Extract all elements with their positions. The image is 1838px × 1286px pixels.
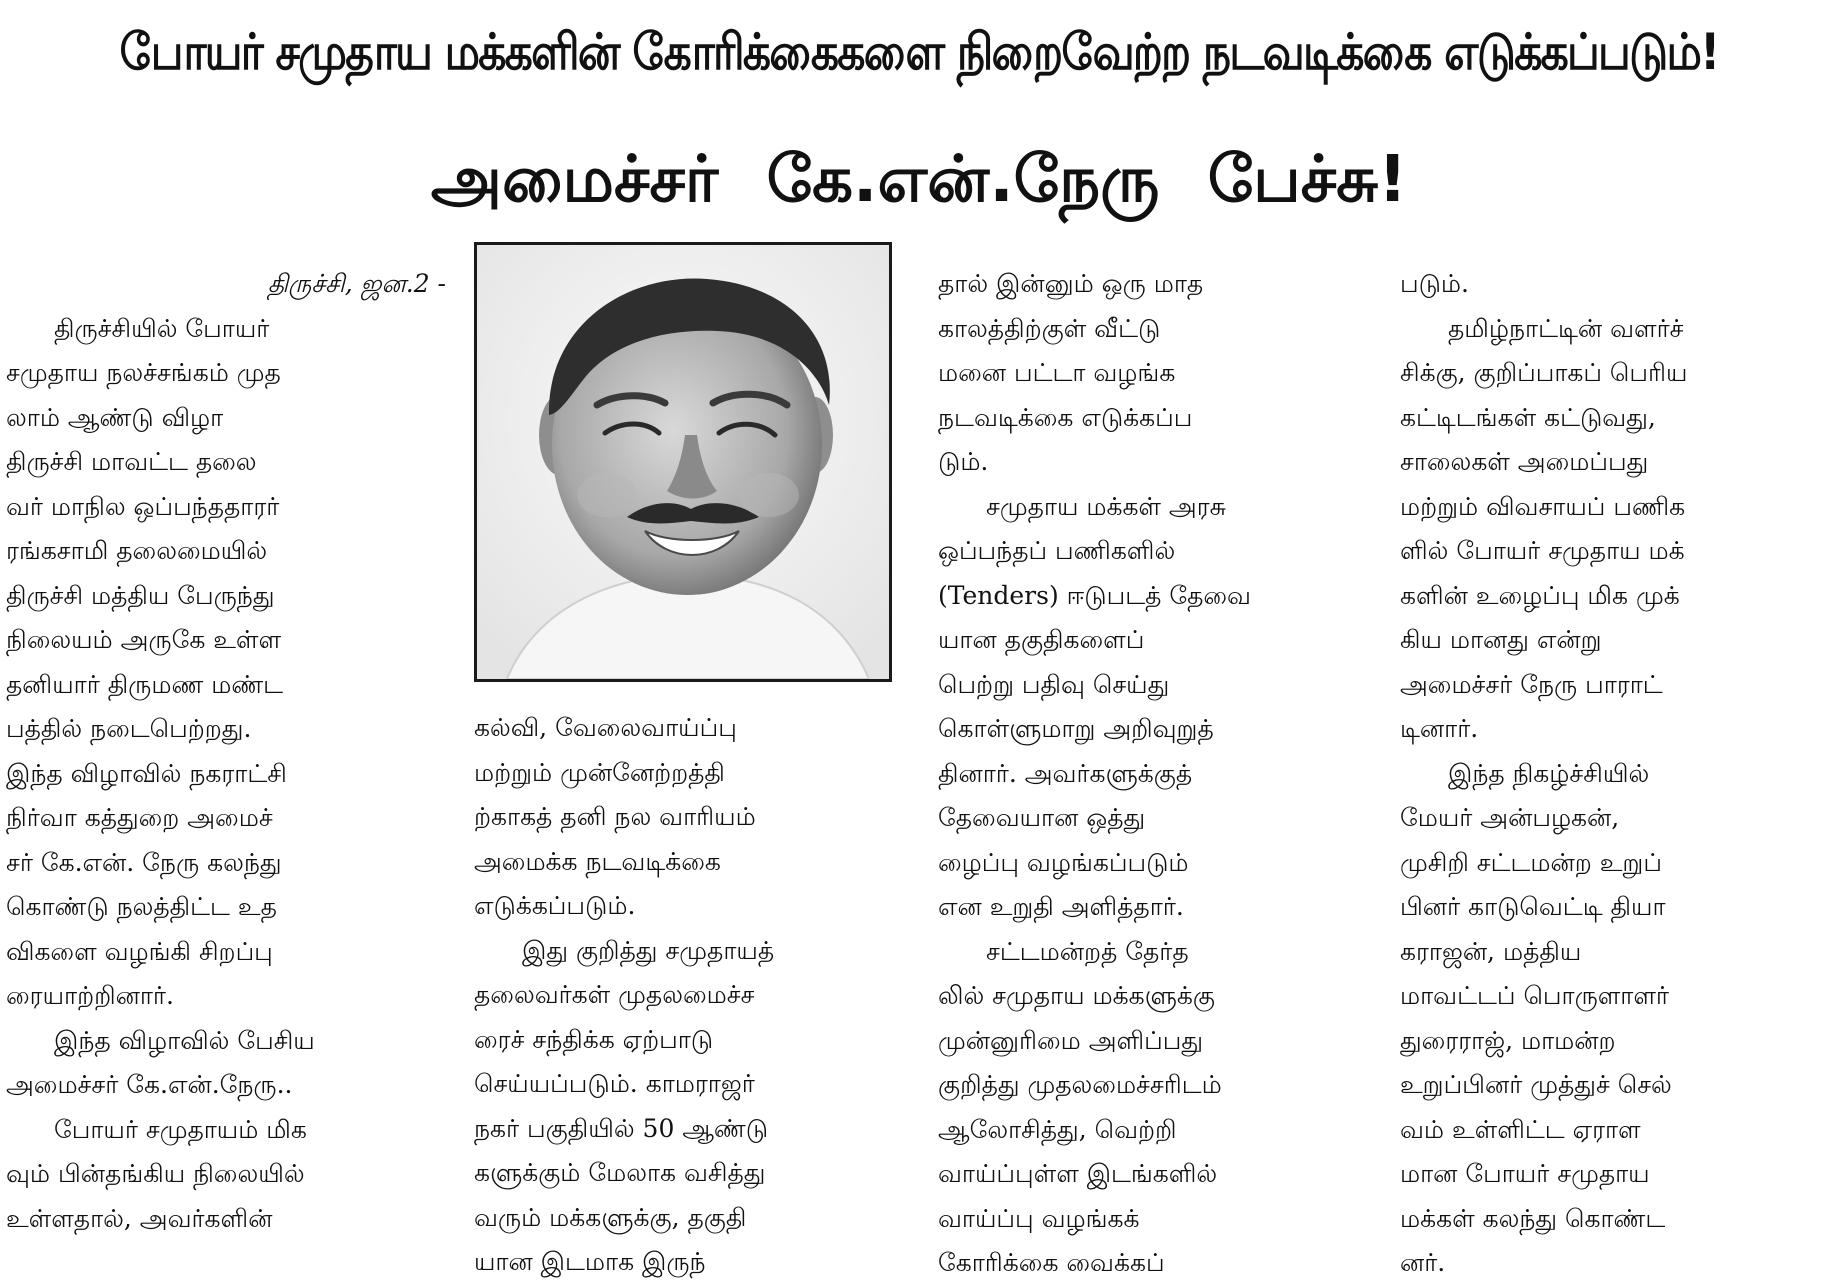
article-line: இந்த விழாவில் பேசிய	[54, 1025, 315, 1055]
article-line: அமைக்க நடவடிக்கை	[474, 846, 721, 876]
subheadline: அமைச்சர் கே.என்.நேரு பேச்சு!	[430, 143, 1408, 217]
article-line: கொண்டு நலத்திட்ட உத	[6, 892, 277, 921]
article-line: தேவையான ஒத்து	[938, 803, 1146, 832]
article-line: ரங்கசாமி தலைமையில்	[6, 536, 268, 565]
article-line: கொள்ளுமாறு அறிவுறுத்	[938, 714, 1214, 743]
article-line: லாம் ஆண்டு விழா	[6, 402, 224, 432]
article-line: யான தகுதிகளைப்	[938, 625, 1145, 654]
article-line: திருச்சி மாவட்ட தலை	[6, 447, 257, 476]
article-line: னர்.	[1400, 1248, 1446, 1277]
article-line: சர் கே.என். நேரு கலந்து	[6, 847, 282, 877]
article-line: லில் சமுதாய மக்களுக்கு	[938, 981, 1215, 1010]
article-line: ற்காகத் தனி நல வாரியம்	[474, 802, 756, 831]
article-line: படும்.	[1400, 269, 1469, 298]
article-line: திருச்சியில் போயர்	[54, 313, 270, 343]
article-line: சமுதாய மக்கள் அரசு	[986, 491, 1226, 521]
article-line: நிலையம் அருகே உள்ள	[6, 625, 282, 654]
article-line: வரும் மக்களுக்கு, தகுதி	[474, 1202, 747, 1232]
article-line: பத்தில் நடைபெற்றது.	[6, 714, 252, 743]
article-line: எடுக்கப்படும்.	[474, 891, 636, 920]
article-line: நகர் பகுதியில் 50 ஆண்டு	[474, 1113, 769, 1143]
article-line: வர் மாநில ஒப்பந்ததாரர்	[6, 491, 280, 521]
article-line: சிக்கு, குறிப்பாகப் பெரிய	[1400, 358, 1688, 387]
article-line: கராஜன், மத்திய	[1400, 936, 1582, 966]
article-line: என உறுதி அளித்தார்.	[938, 892, 1184, 921]
article-line: ரைச் சந்திக்க ஏற்பாடு	[474, 1024, 714, 1054]
article-line: வம் உள்ளிட்ட ஏராள	[1400, 1114, 1641, 1144]
article-line: சாலைகள் அமைப்பது	[1400, 447, 1649, 476]
article-column-1	[6, 262, 446, 1241]
article-line: மான போயர் சமுதாய	[1400, 1159, 1650, 1188]
article-line: முன்னுரிமை அளிப்பது	[938, 1025, 1204, 1055]
article-column-2	[474, 706, 910, 1285]
article-line: சட்டமன்றத் தேர்த	[986, 936, 1189, 966]
article-line: குறித்து முதலமைச்சரிடம்	[938, 1070, 1222, 1099]
article-line: இது குறித்து சமுதாயத்	[522, 935, 775, 965]
article-line: ஆலோசித்து, வெற்றி	[938, 1114, 1177, 1144]
article-line: செய்யப்படும். காமராஜர்	[474, 1069, 755, 1098]
article-line: மற்றும் முன்னேற்றத்தி	[474, 757, 725, 787]
article-line: தால் இன்னும் ஒரு மாத	[938, 269, 1204, 298]
article-line: ஒப்பந்தப் பணிகளில்	[938, 536, 1176, 565]
article-line: துரைராஜ், மாமன்ற	[1400, 1025, 1616, 1055]
article-line: ழைப்பு வழங்கப்படும்	[938, 847, 1189, 877]
article-line: திருச்சி மத்திய பேருந்து	[6, 580, 275, 610]
article-line: மனை பட்டா வழங்க	[938, 358, 1176, 387]
article-line: கல்வி, வேலைவாய்ப்பு	[474, 713, 737, 742]
article-line: மற்றும் விவசாயப் பணிக	[1400, 491, 1686, 521]
minister-photo	[474, 242, 892, 682]
article-line: கிய மானது என்று	[1400, 625, 1602, 654]
headline: போயர் சமுதாய மக்களின் கோரிக்கைகளை நிறைவேற்ற நடவடிக்கை எடுக்கப்படும்!	[119, 23, 1719, 81]
article-line: களின் உழைப்பு மிக முக்	[1400, 580, 1680, 610]
article-line: தமிழ்நாட்டின் வளர்ச்	[1448, 313, 1684, 343]
article-line: உறுப்பினர் முத்துச் செல்	[1400, 1070, 1672, 1099]
article-line: தினார். அவர்களுக்குத்	[938, 758, 1193, 788]
article-column-3	[938, 262, 1370, 1286]
article-line: அமைச்சர் கே.என்.நேரு..	[6, 1070, 293, 1099]
article-line: இந்த விழாவில் நகராட்சி	[6, 758, 287, 788]
article-line: ளில் போயர் சமுதாய மக்	[1400, 536, 1685, 565]
article-line: காலத்திற்குள் வீட்டு	[938, 313, 1161, 343]
article-line: வாய்ப்புள்ள இடங்களில்	[938, 1159, 1218, 1188]
article-line: சமுதாய நலச்சங்கம் முத	[6, 358, 281, 387]
article-line: நிர்வா கத்துறை அமைச்	[6, 803, 273, 832]
article-line: மாவட்டப் பொருளாளர்	[1400, 981, 1669, 1010]
article-column-4	[1400, 262, 1834, 1286]
article-line: டும்.	[938, 447, 989, 476]
article-line: பினர் காடுவெட்டி தியா	[1400, 892, 1666, 921]
article-line: களுக்கும் மேலாக வசித்து	[474, 1158, 766, 1187]
article-line: டினார்.	[1400, 714, 1479, 743]
dateline: திருச்சி, ஜன.2 -	[267, 269, 446, 298]
article-line: தலைவர்கள் முதலமைச்ச	[474, 980, 755, 1009]
article-line: போயர் சமுதாயம் மிக	[54, 1114, 307, 1144]
article-line: ரையாற்றினார்.	[6, 981, 174, 1010]
article-line: கோரிக்கை வைக்கப்	[938, 1248, 1165, 1277]
article-line: வாய்ப்பு வழங்கக்	[938, 1203, 1140, 1233]
article-line: அமைச்சர் நேரு பாராட்	[1400, 669, 1663, 699]
article-line: முசிறி சட்டமன்ற உறுப்	[1400, 847, 1662, 877]
article-line: விகளை வழங்கி சிறப்பு	[6, 936, 273, 966]
portrait-image	[477, 245, 889, 679]
article-line: இந்த நிகழ்ச்சியில்	[1448, 758, 1650, 788]
article-line: நடவடிக்கை எடுக்கப்ப	[938, 402, 1193, 432]
article-line: தனியார் திருமண மண்ட	[6, 669, 284, 699]
article-line: வும் பின்தங்கிய நிலையில்	[6, 1159, 305, 1188]
article-line: மேயர் அன்பழகன்,	[1400, 803, 1620, 832]
article-line: (Tenders) ஈடுபடத் தேவை	[938, 580, 1251, 610]
article-line: பெற்று பதிவு செய்து	[938, 669, 1170, 699]
article-line: கட்டிடங்கள் கட்டுவது,	[1400, 402, 1656, 432]
article-line: யான இடமாக இருந்	[474, 1247, 706, 1276]
article-line: உள்ளதால், அவர்களின்	[6, 1203, 273, 1233]
article-line: மக்கள் கலந்து கொண்ட	[1400, 1203, 1666, 1233]
